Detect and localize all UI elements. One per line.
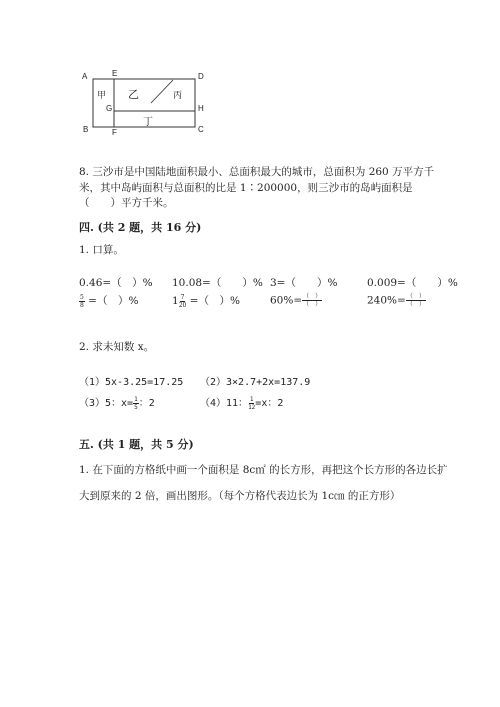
section5-title: 五. (共 1 题，共 5 分) <box>79 438 194 451</box>
q8-line1: 8. 三沙市是中国陆地面积最小、总面积最大的城市，总面积为 260 万平方千 <box>79 166 435 178</box>
corner-label-f: F <box>112 128 117 137</box>
corner-label-g: G <box>106 104 113 113</box>
region-label-jia: 甲 <box>97 91 107 101</box>
region-label-bing: 丙 <box>173 91 183 101</box>
fraction-1-12: $\frac{1}{12}$ <box>248 395 256 411</box>
corner-label-e: E <box>112 69 118 78</box>
mental-math-4: 0.009=（ ）% <box>367 277 458 289</box>
mental-math-3: 3=（ ）% <box>270 277 338 289</box>
rectangle-diagram <box>0 0 500 140</box>
fraction-7-20: $\frac{7}{20}$ <box>178 293 187 309</box>
q8-line3: （ ）平方千米。 <box>79 197 174 209</box>
fraction-blank-240: $\frac{( )}{( )}$ <box>406 293 425 308</box>
region-label-ding: 丁 <box>143 117 153 128</box>
equation-1: （1）5x-3.25=17.25 <box>79 377 184 388</box>
mental-math-5: $\frac{5}{8}$ =（ ）% <box>80 293 139 309</box>
mental-math-1: 0.46=（ ）% <box>79 277 153 289</box>
corner-label-c: C <box>198 125 204 134</box>
q1-title: 1. 口算。 <box>79 244 124 256</box>
s5-q1-line2: 大到原来的 2 倍，画出图形。（每个方格代表边长为 1c㎝ 的正方形） <box>79 490 401 502</box>
mental-math-2: 10.08=（ ）% <box>172 277 263 289</box>
corner-label-b: B <box>83 125 89 134</box>
corner-label-d: D <box>198 72 204 81</box>
q8-line2: 米，其中岛屿面积与总面积的比是 1∶200000，则三沙市的岛屿面积是 <box>79 182 413 194</box>
fraction-1-5: $\frac{1}{5}$ <box>134 395 138 411</box>
corner-label-h: H <box>198 104 204 113</box>
fraction-blank-60: $\frac{( )}{( )}$ <box>303 293 322 308</box>
equation-3: （3）5：x= $\frac{1}{5}$ ：2 <box>79 395 155 411</box>
equation-4: （4）11： $\frac{1}{12}$ =x：2 <box>200 395 284 411</box>
region-label-yi: 乙 <box>128 88 139 101</box>
section4-title: 四. (共 2 题，共 16 分) <box>79 221 202 234</box>
corner-label-a: A <box>82 72 88 81</box>
mental-math-6: 1 $\frac{7}{20}$ =（ ）% <box>172 293 240 309</box>
fraction-5-8: $\frac{5}{8}$ <box>80 293 84 309</box>
mental-math-8: 240%= $\frac{( )}{( )}$ <box>367 293 425 308</box>
q2-title: 2. 求未知数 x。 <box>79 341 155 353</box>
s5-q1-line1: 1. 在下面的方格纸中画一个面积是 8c㎡ 的长方形，再把这个长方形的各边长扩 <box>79 464 448 476</box>
equation-2: （2）3×2.7+2x=137.9 <box>200 377 311 388</box>
mental-math-7: 60%= $\frac{( )}{( )}$ <box>270 293 322 308</box>
